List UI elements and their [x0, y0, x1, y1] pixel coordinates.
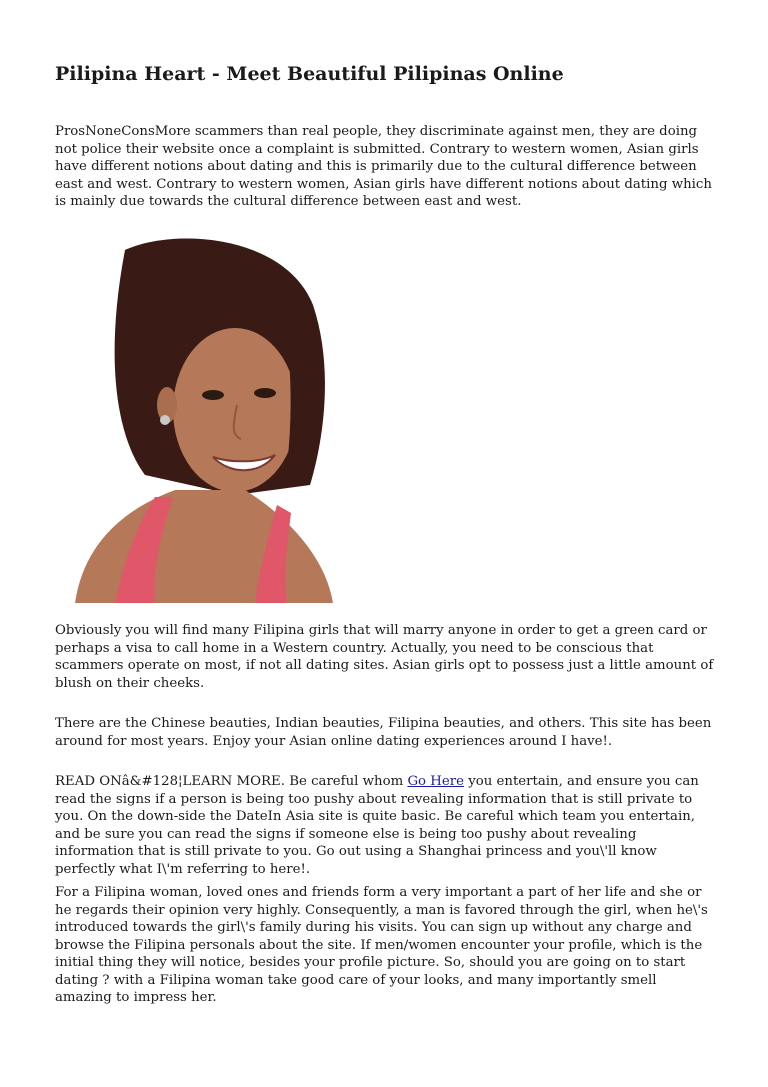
go-here-link[interactable]: Go Here [407, 774, 464, 789]
body-paragraph-4 [55, 773, 715, 878]
paragraph-4-text-end: you entertain, and ensure you can read the signs if a person is being too pushy about revealing information that is still private to you. On the down-side the DateIn Asia site is quite basic. Be careful which team you entertain, and be sure you can read the signs if someone else is being too pushy about revealing information that is still private to you. Go out using a Shanghai princess and you\'ll know perfectly what I\'m referring to here!. [55, 774, 699, 877]
intro-paragraph: ProsNoneConsMore scammers than real people, they discriminate against men, they are doing not police their website once a complaint is submitted. Contrary to western women, Asian girls have different notions about dating and this is primarily due to the cultural difference between east and west. Contrary to western women, Asian girls have different notions about dating which is mainly due towards the cultural difference between east and west. [55, 124, 712, 209]
portrait-illustration [55, 235, 333, 603]
page-title: Pilipina Heart - Meet Beautiful Pilipinas Online [55, 63, 564, 85]
paragraph-4-text-start: READ ONâ&#128¦LEARN MORE. Be careful whom [55, 774, 408, 789]
body-paragraph-5: For a Filipina woman, loved ones and friends form a very important a part of her life and she or he regards their opinion very highly. Consequently, a man is favored through the girl, when he\'s introduced towards the girl\'s family during his visits. You can sign up without any charge and browse the Filipina personals about the site. If men/women encounter your profile, which is the initial thing they will notice, besides your profile picture. So, should you are going on to start dating ? with a Filipina woman take good care of your looks, and many importantly smell amazing to impress her. [55, 885, 708, 1005]
body-paragraph-3: There are the Chinese beauties, Indian beauties, Filipina beauties, and others. This site has been around for most years. Enjoy your Asian online dating experiences around I have!. [55, 716, 712, 749]
body-paragraph-2: Obviously you will find many Filipina girls that will marry anyone in order to get a green card or perhaps a visa to call home in a Western country. Actually, you need to be conscious that scammers operate on most, if not all dating sites. Asian girls opt to possess just a little amount of blush on their cheeks. [55, 623, 714, 691]
woman-portrait-photo [55, 235, 333, 603]
